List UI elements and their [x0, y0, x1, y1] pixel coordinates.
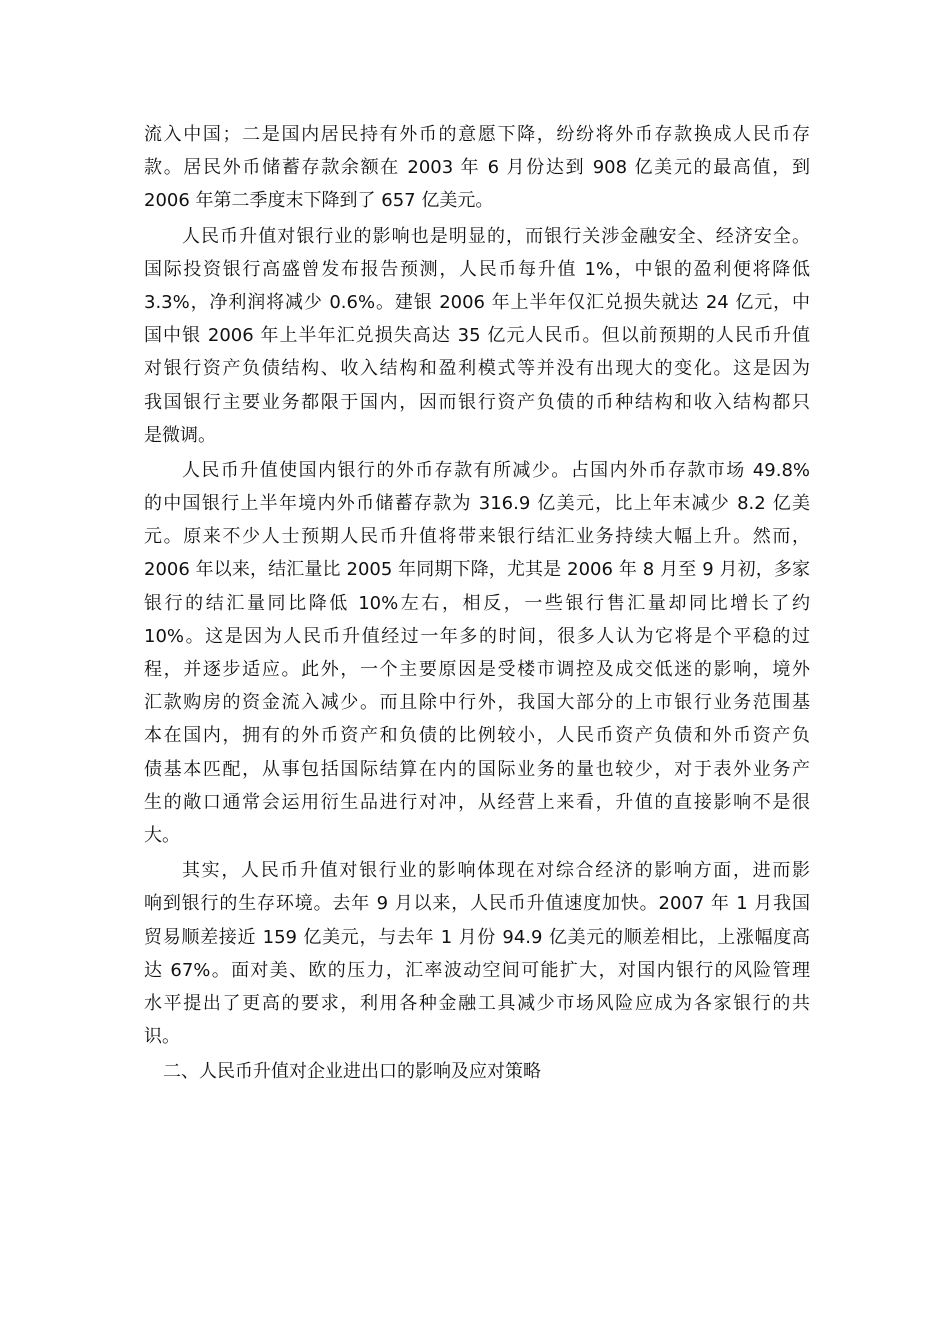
text-line: 款。居民外币储蓄存款余额在 2003 年 6 月份达到 908 亿美元的最高值，到: [144, 157, 810, 179]
text-line: 3.3%，净利润将减少 0.6%。建银 2006 年上半年仅汇兑损失就达 24 亿元，中: [144, 291, 810, 313]
section-heading: 二、人民币升值对企业进出口的影响及应对策略: [163, 1061, 541, 1083]
paragraph-4: [144, 854, 810, 1053]
paragraph-2: [144, 220, 810, 452]
text-line: 生的敞口通常会运用衍生品进行对冲，从经营上来看，升值的直接影响不是很: [144, 791, 810, 813]
text-line: 水平提出了更高的要求，利用各种金融工具减少市场风险应成为各家银行的共: [144, 992, 810, 1014]
text-line: 程，并逐步适应。此外，一个主要原因是受楼市调控及成交低迷的影响，境外: [144, 659, 810, 680]
text-line: 人民币升值使国内银行的外币存款有所减少。占国内外币存款市场 49.8%: [182, 459, 810, 481]
text-line: 汇款购房的资金流入减少。而且除中行外，我国大部分的上市银行业务范围基: [144, 692, 810, 714]
text-line: 国中银 2006 年上半年汇兑损失高达 35 亿元人民币。但以前预期的人民币升值: [144, 325, 810, 347]
text-line: 识。: [144, 1026, 180, 1048]
text-line: 2006 年第二季度末下降到了 657 亿美元。: [144, 190, 494, 212]
paragraph-3: [144, 454, 810, 852]
text-line: 元。原来不少人士预期人民币升值将带来银行结汇业务持续大幅上升。然而，: [144, 526, 810, 548]
text-line: 对银行资产负债结构、收入结构和盈利模式等并没有出现大的变化。这是因为: [144, 358, 810, 380]
document-page: [144, 118, 810, 1088]
text-line: 其实，人民币升值对银行业的影响体现在对综合经济的影响方面，进而影: [182, 860, 810, 882]
text-line: 大。: [144, 824, 180, 846]
text-line: 响到银行的生存环境。去年 9 月以来，人民币升值速度加快。2007 年 1 月我国: [144, 893, 810, 915]
text-line: 的中国银行上半年境内外币储蓄存款为 316.9 亿美元，比上年末减少 8.2 亿美: [144, 493, 810, 515]
text-line: 10%。这是因为人民币升值经过一年多的时间，很多人认为它将是个平稳的过: [144, 625, 810, 647]
paragraph-1: [144, 118, 810, 218]
text-line: 流入中国；二是国内居民持有外币的意愿下降，纷纷将外币存款换成人民币存: [144, 124, 810, 145]
text-line: 银行的结汇量同比降低 10%左右，相反，一些银行售汇量却同比增长了约: [144, 592, 810, 614]
text-line: 贸易顺差接近 159 亿美元，与去年 1 月份 94.9 亿美元的顺差相比，上涨幅度高: [144, 926, 810, 948]
text-line: 债基本匹配，从事包括国际结算在内的国际业务的量也较少，对于表外业务产: [144, 758, 810, 780]
text-line: 是微调。: [144, 424, 216, 446]
text-line: 我国银行主要业务都限于国内，因而银行资产负债的币种结构和收入结构都只: [144, 391, 810, 413]
text-line: 国际投资银行高盛曾发布报告预测，人民币每升值 1%，中银的盈利便将降低: [144, 258, 810, 280]
text-line: 2006 年以来，结汇量比 2005 年同期下降，尤其是 2006 年 8 月至 9 月初，多家: [144, 559, 810, 581]
text-line: 达 67%。面对美、欧的压力，汇率波动空间可能扩大，对国内银行的风险管理: [144, 959, 810, 981]
text-line: 人民币升值对银行业的影响也是明显的，而银行关涉金融安全、经济安全。: [182, 225, 810, 247]
text-line: 本在国内，拥有的外币资产和负债的比例较小，人民币资产负债和外币资产负: [144, 725, 810, 747]
